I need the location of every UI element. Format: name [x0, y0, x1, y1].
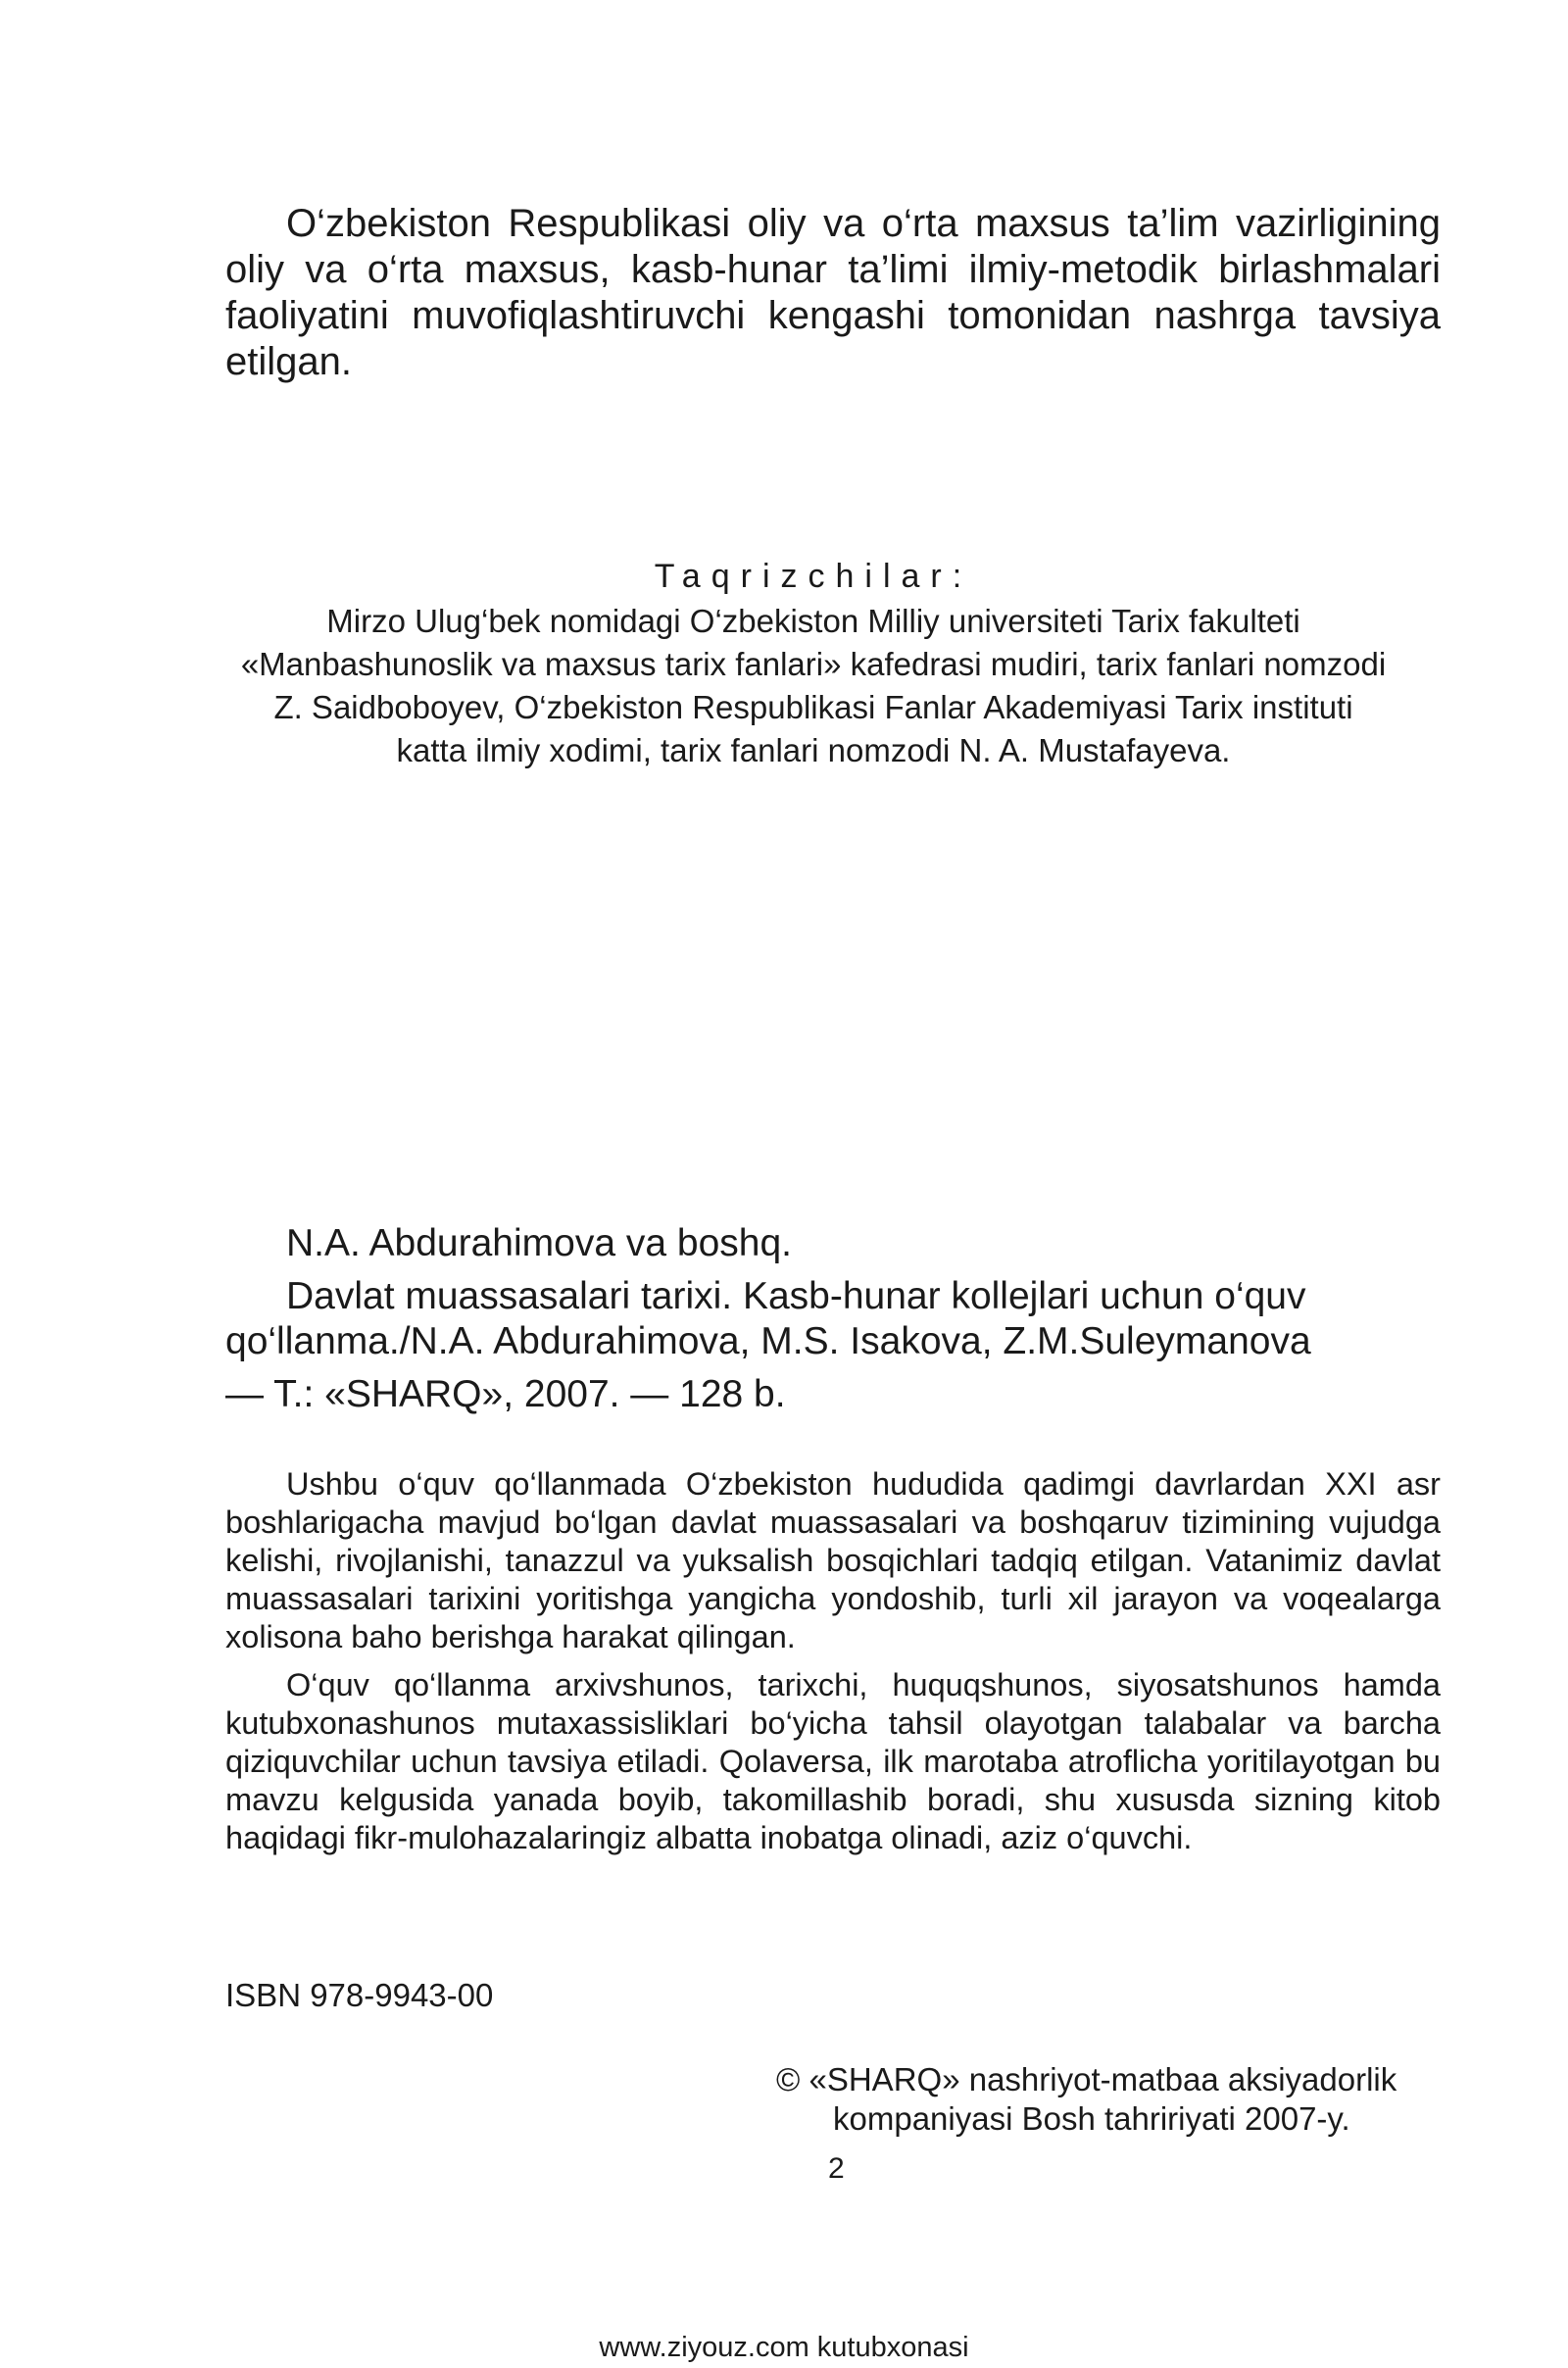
reviewers-block [235, 555, 1392, 772]
reviewers-heading: Taqrizchilar: [654, 558, 973, 595]
copyright-line-1: © «SHARQ» nashriyot-matbaa aksiyadorlik [776, 2061, 1397, 2097]
book-title-line-2: qo‘llanma./N.A. Abdurahimova, M.S. Isakova, Z.M.Suleymanova [225, 1320, 1311, 1362]
copyright-notice [776, 2060, 1396, 2139]
isbn: ISBN 978-9943-00 [225, 1977, 494, 2013]
abstract-paragraph: Ushbu o‘quv qo‘llanmada O‘zbekiston hududida qadimgi davrlardan XXI asr boshlarigacha mavjud bo‘lgan davlat muassasalari va boshqaruv tizimining vujudga kelishi, rivojlanishi, tanazzul va yuksalish bosqichlari tadqiq etilgan. Vatanimiz davlat muassasalari tarixini yoritishga yangicha yondoshib, turli xil jarayon va voqealarga xolisona baho berishga harakat qilingan. [225, 1466, 1441, 1654]
publication-info: — T.: «SHARQ», 2007. — 128 b. [225, 1373, 786, 1415]
bibliographic-record [225, 1219, 1441, 1419]
footer-watermark: www.ziyouz.com kutubxonasi [599, 2332, 969, 2363]
book-title-line-1: Davlat muassasalari tarixi. Kasb-hunar kollejlari uchun o‘quv [286, 1275, 1306, 1317]
book-author: N.A. Abdurahimova va boshq. [286, 1222, 792, 1264]
abstract-paragraph: O‘quv qo‘llanma arxivshunos, tarixchi, huquqshunos, siyosatshunos hamda kutubxonashunos mutaxassisliklari bo‘yicha tahsil olayotgan talabalar va barcha qiziquvchilar uchun tavsiya etiladi. Qolaversa, ilk marotaba atroflicha yoritilayotgan bu mavzu kelgusida yanada boyib, takomillashib boradi, shu xususda sizning kitob haqidagi fikr-mulohazalaringiz albatta inobatga olinadi, aziz o‘quvchi. [225, 1667, 1441, 1855]
reviewers-text: Mirzo Ulug‘bek nomidagi O‘zbekiston Milliy universiteti Tarix fakulteti «Manbashunoslik va maxsus tarix fanlari» kafedrasi mudiri, tarix fanlari nomzodi Z. Saidboboyev, O‘zbekiston Respublikasi Fanlar Akademiyasi Tarix instituti katta ilmiy xodimi, tarix fanlari nomzodi N. A. Mustafayeva. [240, 603, 1387, 768]
abstract [225, 1465, 1441, 1867]
page-number: 2 [828, 2152, 845, 2185]
approval-note: O‘zbekiston Respublikasi oliy va o‘rta maxsus ta’lim vazirligining oliy va o‘rta maxsus, kasb-hunar ta’limi ilmiy-metodik birlashmalari faoliyatini muvofiqlashtiruvchi kengashi tomonidan nashrga tavsiya etilgan. [225, 202, 1441, 383]
copyright-line-2: kompaniyasi Bosh tahririyati 2007-y. [833, 2100, 1350, 2137]
